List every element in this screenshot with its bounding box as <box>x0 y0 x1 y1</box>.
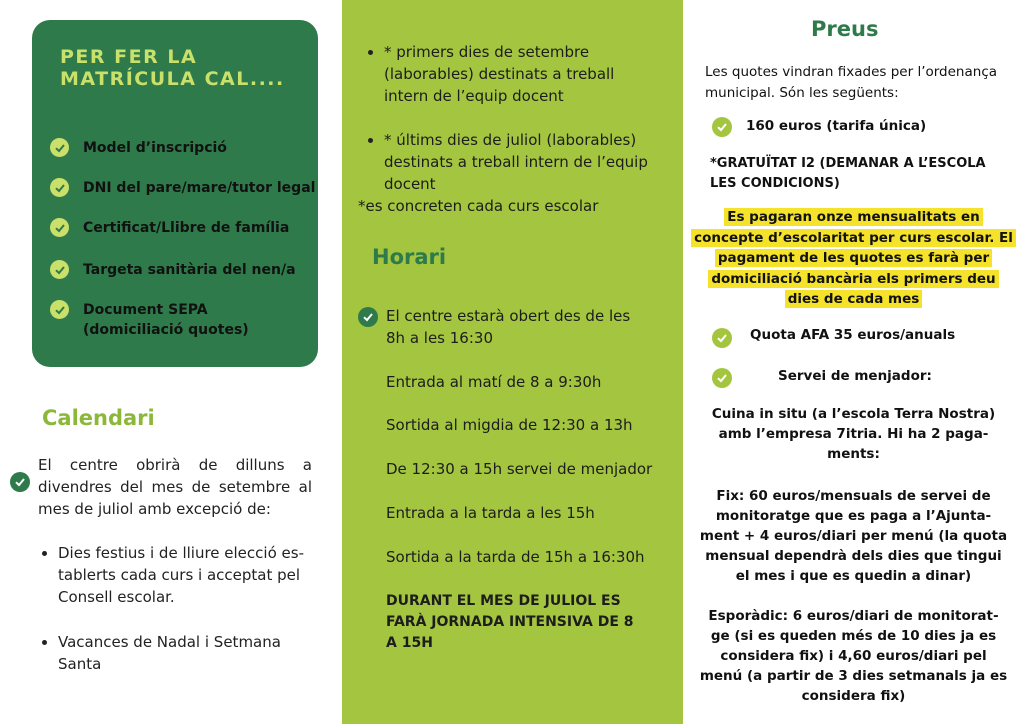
text-line: 8h a les 16:30 <box>386 329 493 347</box>
text-line: docent <box>384 175 436 193</box>
afa-quota: Quota AFA 35 euros/anuals <box>750 327 956 343</box>
juliol-intensive-note <box>386 591 676 654</box>
panel-left <box>0 0 342 724</box>
schedule-item: Entrada al matí de 8 a 9:30h <box>386 373 602 391</box>
text-line: Les quotes vindran fixades per l’ordenança <box>705 64 998 80</box>
requirement-label <box>83 300 249 340</box>
text-line: ments: <box>827 446 880 462</box>
check-icon <box>358 307 378 327</box>
calendari-bullet <box>58 542 318 608</box>
panel-right <box>683 0 1024 724</box>
text-line: * primers dies de setembre <box>384 43 590 61</box>
highlight-line: Es pagaran onze mensualitats en <box>724 208 983 226</box>
text-line: El centre estarà obert des de les <box>386 307 631 325</box>
schedule-item: De 12:30 a 15h servei de menjador <box>386 460 653 478</box>
text-line: menú (a partir de 3 dies setmanals ja es <box>699 668 1008 684</box>
text-line: considera fix) <box>801 688 906 704</box>
requirement-text: Document SEPA <box>83 302 208 318</box>
text-line: monitoratge que es paga a l’Ajunta- <box>715 508 992 524</box>
fix-payment <box>683 486 1024 586</box>
schedule-item: Sortida al migdia de 12:30 a 13h <box>386 416 633 434</box>
text-line: LES CONDICIONS) <box>710 176 840 191</box>
text-line: Cuina in situ (a l’escola Terra Nostra) <box>711 406 996 422</box>
esporadic-payment <box>683 606 1024 706</box>
text-line: divendres del mes de setembre al <box>38 478 312 496</box>
requirement-text: Targeta sanitària del nen/a <box>83 262 296 278</box>
highlight-line: domiciliació bancària els primers deu <box>708 270 998 288</box>
text-line: mes de juliol amb excepció de: <box>38 500 271 518</box>
check-icon <box>10 472 30 492</box>
text-line: destinats a treball intern de l’equip <box>384 153 648 171</box>
text-line: considera fix) i 4,60 euros/diari pel <box>720 648 987 664</box>
panel-middle <box>342 0 683 724</box>
bullet-icon <box>368 138 373 143</box>
highlight-line: concepte d’escolaritat per curs escolar. El <box>691 229 1016 247</box>
cuina-text <box>683 404 1024 464</box>
check-icon <box>50 218 69 237</box>
horari-heading: Horari <box>372 245 447 269</box>
requirement-label <box>83 218 289 238</box>
text-line: ge (si es queden més de 10 dies ja es <box>710 628 997 644</box>
schedule-item: Sortida a la tarda de 15h a 16:30h <box>386 548 645 566</box>
highlight-line: dies de cada mes <box>785 290 923 308</box>
requirement-item <box>50 300 249 340</box>
text-line: Esporàdic: 6 euros/diari de monitorat- <box>708 608 999 624</box>
requirement-label <box>83 260 296 280</box>
juliol-note <box>384 129 679 195</box>
concreten-note: *es concreten cada curs escolar <box>358 197 599 215</box>
text-line: FARÀ JORNADA INTENSIVA DE 8 <box>386 614 634 630</box>
text-line: Santa <box>58 655 102 673</box>
check-icon <box>712 328 732 348</box>
preus-intro <box>705 62 1024 104</box>
title-line-1: PER FER LA <box>60 46 198 68</box>
preus-heading: Preus <box>811 17 879 41</box>
calendari-intro <box>38 454 312 520</box>
highlight-line: pagament de les quotes es farà per <box>715 249 992 267</box>
requirement-text-2: (domiciliació quotes) <box>83 322 249 338</box>
text-line: * últims dies de juliol (laborables) <box>384 131 637 149</box>
calendari-bullet <box>58 631 318 675</box>
bullet-icon <box>368 50 373 55</box>
schedule-item: Entrada a la tarda a les 15h <box>386 504 595 522</box>
check-icon <box>712 117 732 137</box>
bullet-icon <box>42 640 47 645</box>
check-icon <box>50 300 69 319</box>
setembre-note <box>384 41 674 107</box>
payment-highlight <box>683 207 1024 310</box>
text-line: mensual dependrà dels dies que tingui <box>705 548 1002 564</box>
requirement-label <box>83 178 315 198</box>
check-icon <box>50 178 69 197</box>
text-line: municipal. Són les següents: <box>705 85 899 101</box>
check-icon <box>712 368 732 388</box>
text-line: ment + 4 euros/diari per menú (la quota <box>699 528 1008 544</box>
calendari-heading: Calendari <box>42 406 155 430</box>
requirements-title <box>60 46 310 90</box>
text-line: Dies festius i de lliure elecció es- <box>58 544 304 562</box>
text-line: el mes i que es quedin a dinar) <box>735 568 972 584</box>
text-line: Fix: 60 euros/mensuals de servei de <box>716 488 991 504</box>
text-line: A 15H <box>386 635 433 651</box>
check-icon <box>50 260 69 279</box>
text-line: amb l’empresa 7itria. Hi ha 2 paga- <box>718 426 989 442</box>
text-line: DURANT EL MES DE JULIOL ES <box>386 593 621 609</box>
requirement-text: Model d’inscripció <box>83 140 227 156</box>
text-line: *GRATUÏTAT I2 (DEMANAR A L’ESCOLA <box>710 156 986 171</box>
requirements-box <box>32 20 318 367</box>
title-line-2: MATRÍCULA CAL.... <box>60 68 285 90</box>
bullet-icon <box>42 551 47 556</box>
text-line: Vacances de Nadal i Setmana <box>58 633 281 651</box>
text-line: tablerts cada curs i acceptat pel <box>58 566 301 584</box>
requirement-label <box>83 138 227 158</box>
gratuitat-note <box>710 154 1020 194</box>
tarifa-text: 160 euros (tarifa única) <box>746 118 927 134</box>
requirement-item <box>50 260 296 280</box>
horari-main <box>386 305 676 349</box>
requirement-text: Certificat/Llibre de família <box>83 220 290 236</box>
check-icon <box>50 138 69 157</box>
text-line: (laborables) destinats a treball <box>384 65 615 83</box>
menjador-label: Servei de menjador: <box>778 368 932 384</box>
requirement-text: DNI del pare/mare/tutor legal <box>83 180 316 196</box>
requirement-item <box>50 138 227 158</box>
text-line: intern de l’equip docent <box>384 87 564 105</box>
requirement-item <box>50 178 315 198</box>
text-line: Consell escolar. <box>58 588 175 606</box>
requirement-item <box>50 218 289 238</box>
text-line: El centre obrirà de dilluns a <box>38 456 312 474</box>
